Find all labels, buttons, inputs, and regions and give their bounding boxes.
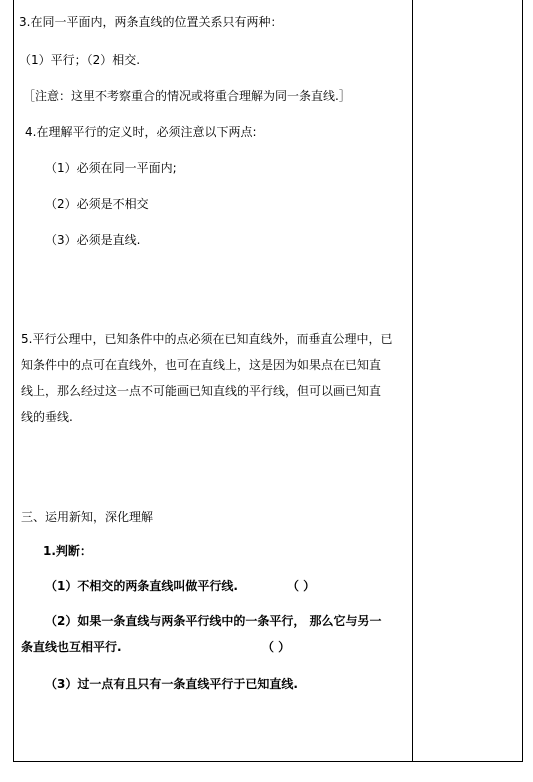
column-divider: [412, 0, 413, 762]
note: ［注意：这里不考察重合的情况或将重合理解为同一条直线.］: [23, 89, 351, 103]
item4-point-1: （1）必须在同一平面内;: [45, 161, 177, 175]
item4-point-2: （2）必须是不相交: [45, 197, 149, 211]
item5-line-3: 线上，那么经过这一点不可能画已知直线的平行线，但可以画已知直: [21, 384, 382, 398]
judge-title: 1.判断：: [43, 544, 92, 558]
question-2-line-1: （2）如果一条直线与两条平行线中的一条平行， 那么它与另一: [45, 614, 382, 628]
item3-title: 3.在同一平面内，两条直线的位置关系只有两种：: [19, 15, 283, 29]
item5-line-2: 知条件中的点可在直线外，也可在直线上，这是因为如果点在已知直: [21, 358, 382, 372]
item5-line-4: 线的垂线.: [21, 410, 73, 424]
question-1: （1）不相交的两条直线叫做平行线.: [45, 579, 238, 593]
question-2-answer-blank[interactable]: （ ）: [262, 640, 291, 654]
section3-title: 三、运用新知，深化理解: [21, 510, 154, 524]
item4-point-3: （3）必须是直线.: [45, 233, 141, 247]
item4-title: 4.在理解平行的定义时，必须注意以下两点:: [25, 125, 257, 139]
question-1-answer-blank[interactable]: （ ）: [287, 579, 316, 593]
item5-line-1: 5.平行公理中，已知条件中的点必须在已知直线外，而垂直公理中，已: [21, 332, 393, 346]
question-2-line-2: 条直线也互相平行.: [21, 640, 122, 654]
question-3: （3）过一点有且只有一条直线平行于已知直线.: [45, 677, 298, 691]
item3-options: （1）平行；（2）相交.: [19, 53, 141, 67]
